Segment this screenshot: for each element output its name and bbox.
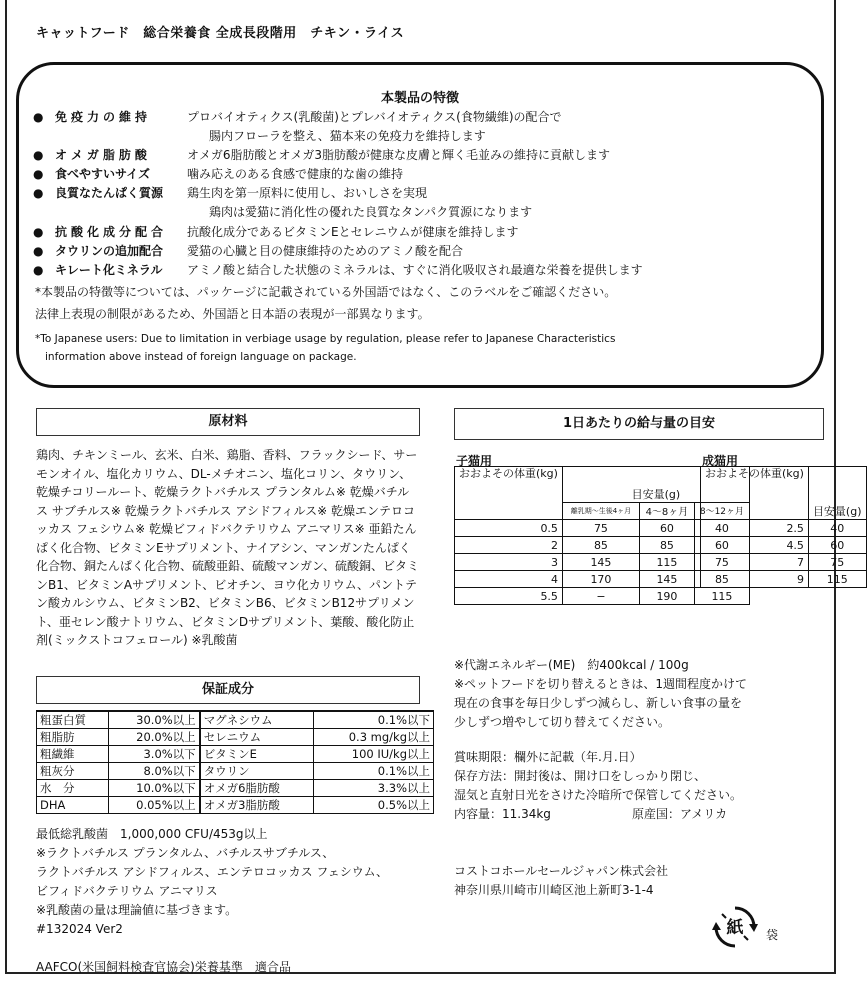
recycle-bag-label: 袋: [766, 928, 779, 942]
table-row: 9 115: [701, 571, 867, 588]
table-row: 粗蛋白質 30.0%以上 マグネシウム 0.1%以下: [37, 711, 434, 729]
features-box: [16, 62, 824, 388]
table-row: 4.5 60: [701, 537, 867, 554]
feature-line: 鶏肉は愛猫に消化性の優れた良質なタンパク質源になります: [209, 205, 533, 219]
table-row: 7 75: [701, 554, 867, 571]
switch-note: ※ペットフードを切り替えるときは、1週間程度かけて 現在の食事を毎日少しずつ減らし、新しい食事の量を 少しずつ増やして切り替えてください。: [454, 677, 747, 729]
ingredients-heading: 原材料: [36, 408, 420, 436]
features-note: *本製品の特徴等については、パッケージに記載されている外国語ではなく、このラベルをご確認ください。: [35, 285, 617, 299]
feature-item: ● 免疫力の維持 プロバイオティクス(乳酸菌)とプレバイオティクス(食物繊維)の配合で: [33, 110, 562, 124]
company-name: コストコホールセールジャパン株式会社: [454, 864, 669, 878]
company-address: 神奈川県川崎市川崎区池上新町3-1-4: [454, 883, 654, 897]
paper-recycle-icon: [712, 904, 758, 950]
feature-item: ● 良質なたんぱく質源 鶏生肉を第一原料に使用し、おいしさを実現: [33, 186, 428, 200]
table-row: 粗脂肪 20.0%以上 セレニウム 0.3 mg/kg以上: [37, 729, 434, 746]
analysis-table: [36, 710, 434, 814]
feature-item: ● 抗酸化成分配合 抗酸化成分であるビタミンEとセレニウムが健康を維持します: [33, 225, 519, 239]
storage-note: 保存方法：開封後は、開け口をしっかり閉じ、: [454, 769, 707, 783]
product-title: キャットフード 総合栄養食 全成長段階用 チキン・ライス: [36, 26, 405, 41]
adult-feeding-table: [700, 466, 867, 588]
feature-item: ● キレート化ミネラル アミノ酸と結合した状態のミネラルは、すぐに消化吸収され最適な栄養を提供します: [33, 263, 643, 277]
table-row: 0.5 75 60 40: [455, 520, 750, 537]
table-row: 3 145 115 75: [455, 554, 750, 571]
table-row: DHA 0.05%以上 オメガ3脂肪酸 0.5%以上: [37, 797, 434, 814]
content-amount: 内容量：11.34kg: [454, 807, 551, 821]
table-row: 粗灰分 8.0%以下 タウリン 0.1%以上: [37, 763, 434, 780]
table-row: 5.5 − 190 115: [455, 588, 750, 605]
kitten-label: 子猫用: [456, 454, 493, 468]
ingredients-text: 鶏肉、チキンミール、玄米、白米、鶏脂、香料、フラックシード、サーモンオイル、塩化カリウム、DL-メチオニン、塩化コリン、タウリン、乾燥チコリールート、乾燥ラクトバチルス プランタルム※ 乾燥バチルス サブチルス※ 乾燥ラクトバチルス アシドフィルス※ 乾燥エンテロコッカス フェシウム※ 乾燥ビフィドバクテリウム アニマリス※ 亜鉛たんぱく化合物、ビタミンEサプリメント、ナイアシン、マンガンたんぱく化合物、銅たんぱく化合物、硫酸亜鉛、硫酸マンガン、硫酸銅、ビタミンB1、ビタミンAサプリメント、ビオチン、ヨウ化カリウム、パントテン酸カルシウム、ビタミンB2、ビタミンB6、ビタミンB12サプリメント、亜セレン酸ナトリウム、ビタミンDサプリメント、葉酸、酸化防止剤(ミックストコフェロール) ※乳酸菌: [36, 448, 420, 647]
storage-note: 湿気と直射日光をさけた冷暗所で保管してください。: [454, 788, 743, 802]
feature-item: ● タウリンの追加配合 愛猫の心臓と目の健康維持のためのアミノ酸を配合: [33, 244, 464, 258]
aafco-statement: AAFCO(米国飼料検査官協会)栄養基準 適合品: [36, 960, 291, 974]
analysis-heading: 保証成分: [36, 676, 420, 704]
feeding-heading: 1日あたりの給与量の目安: [454, 408, 824, 440]
table-row: 粗繊維 3.0%以下 ビタミンE 100 IU/kg以上: [37, 746, 434, 763]
features-note-en: information above instead of foreign language on package.: [45, 351, 357, 363]
table-row: おおよその体重(kg) 目安量(g): [455, 467, 750, 503]
table-row: 離乳期〜生後4ヶ月 4〜8ヶ月 8〜12ヶ月: [455, 502, 750, 519]
analysis-notes: 最低総乳酸菌 1,000,000 CFU/453g以上 ※ラクトバチルス プランタルム、バチルスサブチルス、 ラクトバチルス アシドフィルス、エンテロコッカス フェシウム、 ビフィドバクテリウム アニマリス ※乳酸菌の量は理論値に基づきます。 #132024 Ver2: [36, 827, 389, 936]
table-row: 4 170 145 85: [455, 571, 750, 588]
recycle-mark-text: 紙: [726, 918, 744, 938]
table-row: おおよその体重(kg) 目安量(g): [701, 467, 867, 520]
table-row: 2 85 85 60: [455, 537, 750, 554]
features-note-en: *To Japanese users: Due to limitation in verbiage usage by regulation, please refer to Japanese Characteristics: [35, 333, 616, 345]
expiry-note: 賞味期限：欄外に記載（年.月.日）: [454, 750, 642, 764]
energy-note: ※代謝エネルギー(ME) 約400kcal / 100g: [454, 658, 689, 672]
country-of-origin: 原産国：アメリカ: [632, 807, 728, 821]
feature-item: ● 食べやすいサイズ 噛み応えのある食感で健康的な歯の維持: [33, 167, 404, 181]
feature-item: ● オメガ脂肪酸 オメガ6脂肪酸とオメガ3脂肪酸が健康な皮膚と輝く毛並みの維持に貢献します: [33, 148, 611, 162]
features-heading: 本製品の特徴: [380, 91, 459, 106]
table-row: 2.5 40: [701, 520, 867, 537]
feature-line: 腸内フローラを整え、猫本来の免疫力を維持します: [209, 129, 486, 143]
features-note: 法律上表現の制限があるため、外国語と日本語の表現が一部異なります。: [35, 307, 430, 321]
adult-label: 成猫用: [702, 454, 739, 468]
table-row: 水 分 10.0%以下 オメガ6脂肪酸 3.3%以上: [37, 780, 434, 797]
